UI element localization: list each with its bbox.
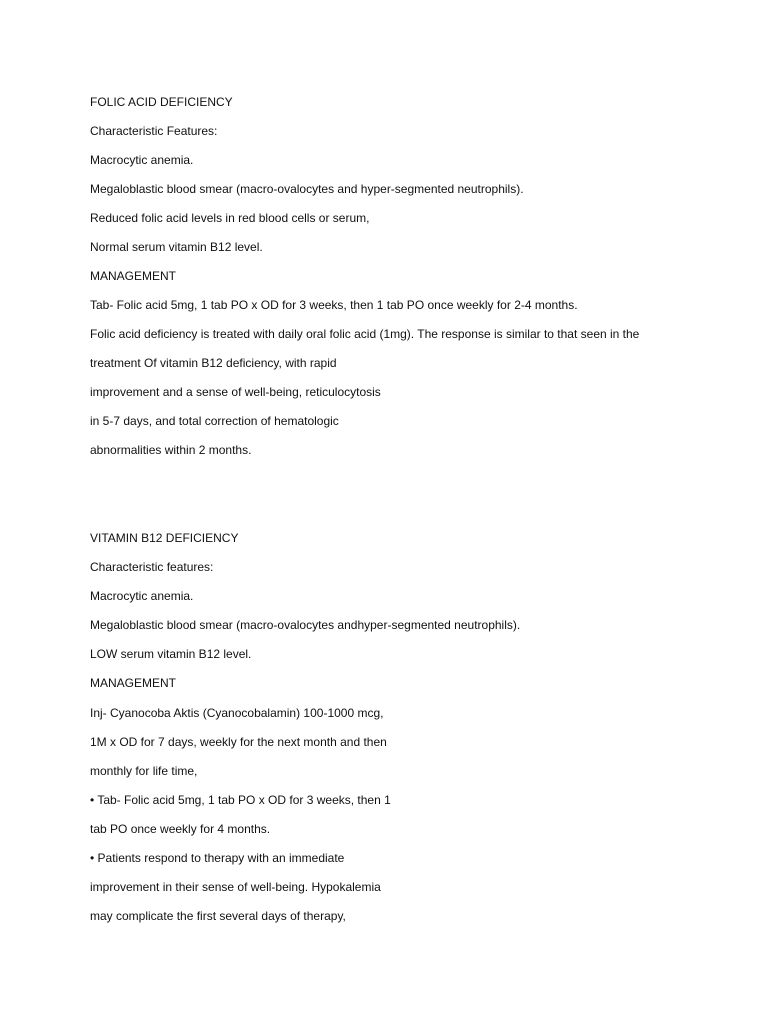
subheading-management: MANAGEMENT	[90, 269, 177, 283]
subheading-management: MANAGEMENT	[90, 676, 177, 690]
bullet-item: • Patients respond to therapy with an immediate	[90, 851, 345, 865]
paragraph-line: improvement and a sense of well-being, reticulocytosis	[90, 385, 381, 399]
bullet-item: • Tab- Folic acid 5mg, 1 tab PO x OD for 3 weeks, then 1	[90, 793, 391, 807]
paragraph-line: Megaloblastic blood smear (macro-ovalocytes andhyper-segmented neutrophils).	[90, 618, 521, 632]
paragraph-line: Megaloblastic blood smear (macro-ovalocytes and hyper-segmented neutrophils).	[90, 182, 524, 196]
paragraph-line: may complicate the first several days of therapy,	[90, 909, 346, 923]
paragraph-line: Normal serum vitamin B12 level.	[90, 240, 263, 254]
paragraph-line: Macrocytic anemia.	[90, 589, 194, 603]
paragraph-line: LOW serum vitamin B12 level.	[90, 647, 252, 661]
section-heading-folic-acid: FOLIC ACID DEFICIENCY	[90, 95, 233, 109]
paragraph-line: Macrocytic anemia.	[90, 153, 194, 167]
paragraph-line: Inj- Cyanocoba Aktis (Cyanocobalamin) 100-1000 mcg,	[90, 706, 384, 720]
paragraph-line: Reduced folic acid levels in red blood cells or serum,	[90, 211, 370, 225]
paragraph-line: improvement in their sense of well-being. Hypokalemia	[90, 880, 381, 894]
paragraph-line: abnormalities within 2 months.	[90, 443, 252, 457]
paragraph-line: 1M x OD for 7 days, weekly for the next month and then	[90, 735, 387, 749]
paragraph-line: monthly for life time,	[90, 764, 198, 778]
paragraph-line: in 5-7 days, and total correction of hematologic	[90, 414, 339, 428]
subheading-characteristics: Characteristic Features:	[90, 124, 218, 138]
paragraph-line: Folic acid deficiency is treated with daily oral folic acid (1mg). The response is similar to that seen in the	[90, 327, 640, 341]
paragraph-line: tab PO once weekly for 4 months.	[90, 822, 271, 836]
section-heading-vitamin-b12: VITAMIN B12 DEFICIENCY	[90, 531, 239, 545]
paragraph-line: treatment Of vitamin B12 deficiency, with rapid	[90, 356, 337, 370]
subheading-characteristics: Characteristic features:	[90, 560, 214, 574]
paragraph-line: Tab- Folic acid 5mg, 1 tab PO x OD for 3 weeks, then 1 tab PO once weekly for 2-4 months.	[90, 298, 578, 312]
